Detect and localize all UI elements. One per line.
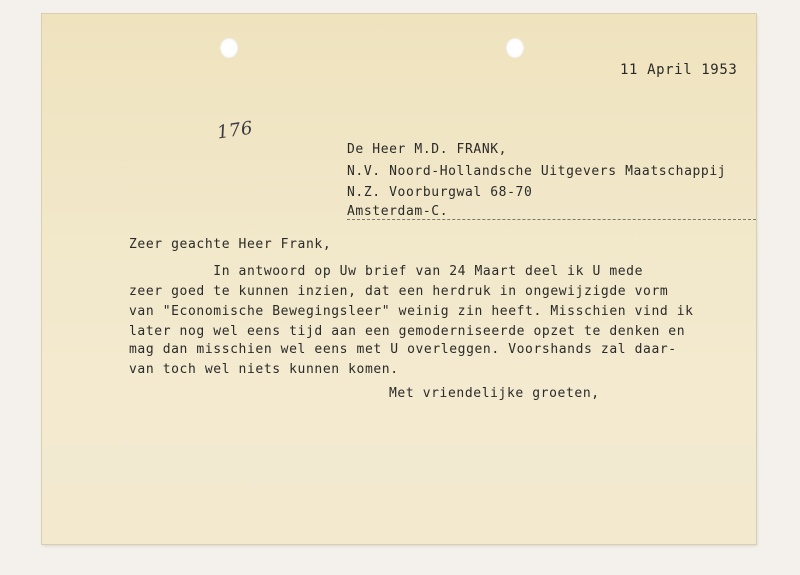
punch-hole-left	[220, 38, 238, 58]
salutation: Zeer geachte Heer Frank,	[129, 237, 332, 252]
recipient-city: Amsterdam-C.	[347, 204, 449, 219]
recipient-name: De Heer M.D. FRANK,	[347, 142, 508, 157]
recipient-company: N.V. Noord-Hollandsche Uitgevers Maatschappij	[347, 164, 727, 179]
recipient-street: N.Z. Voorburgwal 68-70	[347, 185, 533, 200]
closing-line: Met vriendelijke groeten,	[389, 386, 600, 401]
address-divider	[347, 219, 756, 220]
letter-date: 11 April 1953	[620, 62, 738, 78]
letter-page	[42, 14, 756, 544]
punch-hole-right	[506, 38, 524, 58]
body-line: zeer goed te kunnen inzien, dat een herdruk in ongewijzigde vorm	[129, 284, 669, 299]
body-line: In antwoord op Uw brief van 24 Maart deel ik U mede	[129, 264, 644, 279]
body-line: mag dan misschien wel eens met U overleggen. Voorshands zal daar-	[129, 342, 677, 357]
body-line: van toch wel niets kunnen komen.	[129, 362, 399, 377]
handwritten-reference: 176	[215, 117, 255, 144]
body-line: van "Economische Bewegingsleer" weinig zin heeft. Misschien vind ik	[129, 304, 694, 319]
body-line: later nog wel eens tijd aan een gemoderniseerde opzet te denken en	[129, 324, 686, 339]
